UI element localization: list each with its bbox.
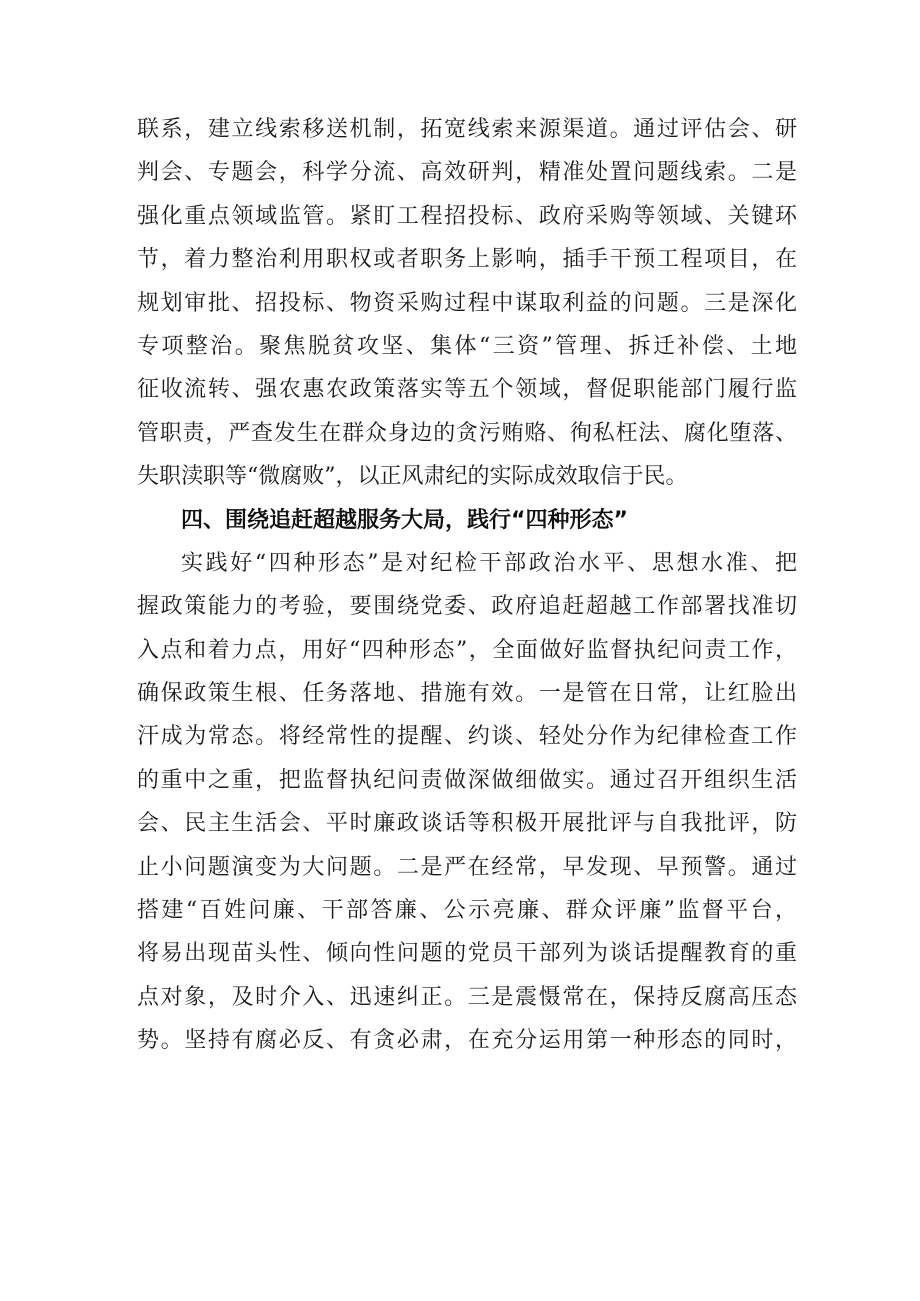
paragraph-line-first: 实践好“四种形态”是对纪检干部政治水平、思想水准、把 <box>181 550 797 576</box>
document-body <box>137 108 797 1063</box>
paragraph-line: 点对象，及时介入、迅速纠正。三是震慑常在，保持反腐高压态 <box>137 984 797 1010</box>
paragraph-line: 强化重点领域监管。紧盯工程招投标、政府采购等领域、关键环 <box>137 203 797 229</box>
paragraph-line: 节，着力整治利用职权或者职务上影响，插手干预工程项目，在 <box>137 247 797 273</box>
paragraph-line: 确保政策生根、任务落地、措施有效。一是管在日常，让红脸出 <box>137 681 797 707</box>
paragraph-line: 会、民主生活会、平时廉政谈话等积极开展批评与自我批评，防 <box>137 811 797 837</box>
paragraph-line: 征收流转、强农惠农政策落实等五个领域，督促职能部门履行监 <box>137 377 797 403</box>
paragraph-line: 规划审批、招投标、物资采购过程中谋取利益的问题。三是深化 <box>137 290 797 316</box>
paragraph-line: 将易出现苗头性、倾向性问题的党员干部列为谈话提醒教育的重 <box>137 941 797 967</box>
paragraph-line: 判会、专题会，科学分流、高效研判，精准处置问题线索。二是 <box>137 160 797 186</box>
paragraph-line: 汗成为常态。将经常性的提醒、约谈、轻处分作为纪律检查工作 <box>137 724 797 750</box>
paragraph-line: 管职责，严查发生在群众身边的贪污贿赂、徇私枉法、腐化堕落、 <box>137 420 797 446</box>
paragraph-line: 搭建“百姓问廉、干部答廉、公示亮廉、群众评廉”监督平台， <box>137 898 797 924</box>
paragraph-line: 握政策能力的考验，要围绕党委、政府追赶超越工作部署找准切 <box>137 594 797 620</box>
paragraph-line: 专项整治。聚焦脱贫攻坚、集体“三资”管理、拆迁补偿、土地 <box>137 333 797 359</box>
paragraph-line: 的重中之重，把监督执纪问责做深做细做实。通过召开组织生活 <box>137 767 797 793</box>
paragraph-line: 入点和着力点，用好“四种形态”，全面做好监督执纪问责工作， <box>137 637 797 663</box>
paragraph-line: 联系，建立线索移送机制，拓宽线索来源渠道。通过评估会、研 <box>137 117 797 142</box>
paragraph-line: 势。坚持有腐必反、有贪必肃，在充分运用第一种形态的同时， <box>137 1028 797 1054</box>
section-heading: 四、围绕追赶超越服务大局，践行“四种形态” <box>181 507 628 533</box>
paragraph-line: 止小问题演变为大问题。二是严在经常，早发现、早预警。通过 <box>137 854 797 880</box>
paragraph-line-last: 失职渎职等“微腐败”，以正风肃纪的实际成效取信于民。 <box>137 464 688 490</box>
